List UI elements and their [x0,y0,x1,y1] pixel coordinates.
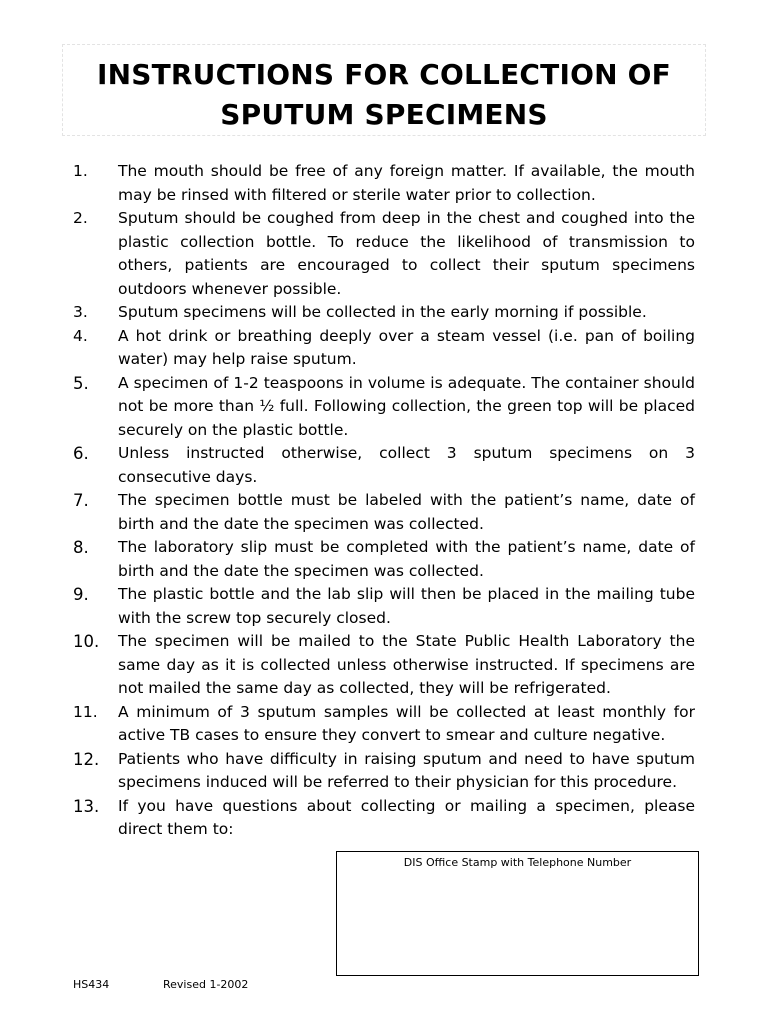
office-stamp-box [336,851,699,976]
item-number: 10. [73,632,100,651]
item-text: Sputum should be coughed from deep in the chest and coughed into the plastic collection bottle. To reduce the likelihood of transmission to others, patients are encouraged to collect their sputum specimens outdoors whenever possible. [118,209,695,298]
item-number: 8. [73,538,89,557]
item-number: 5. [73,373,89,393]
list-item [73,583,695,630]
item-number: 11. [73,702,98,721]
item-text: The mouth should be free of any foreign matter. If available, the mouth may be rinsed with filtered or sterile water prior to collection. [118,162,695,204]
item-number: 2. [73,209,88,227]
list-item [73,442,695,489]
item-text: Patients who have difficulty in raising sputum and need to have sputum specimens induced will be referred to their physician for this procedure. [118,749,695,791]
list-item [73,160,695,207]
item-number: 3. [73,303,88,321]
list-item [73,795,695,842]
item-text: The laboratory slip must be completed with the patient’s name, date of birth and the date the specimen was collected. [118,538,695,580]
list-item [73,701,695,748]
item-number: 9. [73,585,89,604]
item-number: 1. [73,162,88,180]
item-text: The specimen will be mailed to the State Public Health Laboratory the same day as it is collected unless otherwise instructed. If specimens are not mailed the same day as collected, they will be refrigerated. [118,632,695,697]
instruction-list [73,160,695,842]
page-title-line-1: INSTRUCTIONS FOR COLLECTION OF [96,58,671,91]
item-number: 12. [73,749,100,769]
item-number: 4. [73,326,88,345]
item-text: Unless instructed otherwise, collect 3 sputum specimens on 3 consecutive days. [118,444,695,486]
item-text: The specimen bottle must be labeled with the patient’s name, date of birth and the date the specimen was collected. [118,491,695,533]
item-text: Sputum specimens will be collected in the early morning if possible. [118,303,647,321]
list-item [73,325,695,372]
item-number: 13. [73,796,100,816]
list-item [73,207,695,301]
item-number: 6. [73,444,89,463]
stamp-box-label: DIS Office Stamp with Telephone Number [403,856,632,869]
item-text: A hot drink or breathing deeply over a steam vessel (i.e. pan of boiling water) may help raise sputum. [118,326,695,368]
item-text: The plastic bottle and the lab slip will then be placed in the mailing tube with the screw top securely closed. [118,585,695,627]
revision-date: Revised 1-2002 [163,978,249,991]
item-text: A minimum of 3 sputum samples will be collected at least monthly for active TB cases to ensure they convert to smear and culture negative. [118,702,695,744]
list-item [73,301,695,325]
list-item [73,372,695,443]
list-item [73,536,695,583]
item-text: A specimen of 1-2 teaspoons in volume is adequate. The container should not be more than ½ full. Following collection, the green top will be placed securely on the plastic bottle. [118,373,695,439]
list-item [73,630,695,701]
page-title-line-2: SPUTUM SPECIMENS [220,98,548,131]
list-item [73,489,695,536]
form-number: HS434 [73,978,110,991]
item-text: If you have questions about collecting or mailing a specimen, please direct them to: [118,796,695,838]
title-box [62,44,706,136]
list-item [73,748,695,795]
item-number: 7. [73,491,89,510]
